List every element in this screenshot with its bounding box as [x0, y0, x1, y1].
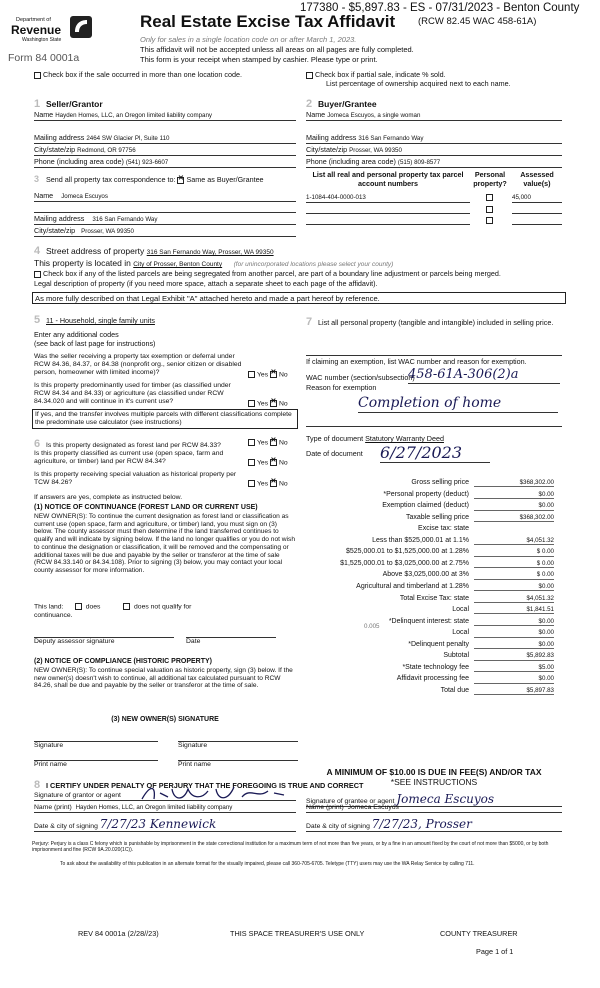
notice-compliance-text: NEW OWNER(S): To continue special valuation as historic property, sign (3) below. If the new owner(s) doesn't wish to continue, all additional tax calculated pursuant to RCW 84.26, shall be due and payable by the seller or transferor at the time of sale.: [34, 667, 293, 690]
timber-question: Is this property predominantly used for timber (as classified under RCW 84.34 and 84.33) or agriculture (as classified under RCW 84.34.020 and will continue in it's current use?: [34, 382, 231, 406]
personal-property-checkbox-2[interactable]: [486, 205, 495, 214]
notice-compliance-title: (2) NOTICE OF COMPLIANCE (HISTORIC PROPERTY): [34, 658, 212, 665]
s6q2-no-checkbox[interactable]: [270, 459, 277, 466]
exemption-reason-line-2[interactable]: [306, 421, 562, 427]
grantor-signature-scribble: [138, 783, 288, 805]
document-type-select[interactable]: Statutory Warranty Deed: [365, 434, 444, 443]
correspondence-address-field[interactable]: Mailing address 316 San Fernando Way: [34, 215, 296, 225]
fee-row: [300, 571, 558, 583]
fee-row: [300, 583, 558, 595]
s6q1-yes-checkbox[interactable]: [248, 439, 255, 446]
s6q1-no-checkbox[interactable]: [270, 439, 277, 446]
seller-name-field[interactable]: Name Hayden Homes, LLC, an Oregon limited liability company: [34, 111, 296, 121]
treasurer-use-label: THIS SPACE TREASURER'S USE ONLY: [230, 929, 365, 938]
fee-label: Total Excise Tax: state: [399, 594, 469, 602]
land-qualify-line: This land: does does not qualify for: [34, 603, 192, 611]
fee-value[interactable]: $5.00: [474, 664, 554, 672]
same-as-buyer-checkbox[interactable]: [177, 177, 184, 184]
personal-property-checkbox-3[interactable]: [486, 216, 495, 225]
s6q2-yes-checkbox[interactable]: [248, 459, 255, 466]
assessed-col-header: Assessed value(s): [520, 170, 554, 188]
seller-address-field[interactable]: Mailing address 2464 SW Glacier Pl, Suite 110: [34, 134, 296, 144]
multi-location-checkbox[interactable]: [34, 72, 41, 79]
segregated-check[interactable]: Check box if any of the listed parcels are being segregated from another parcel, are part of a boundary line adjustment or parcels being merged.: [34, 270, 564, 279]
new-owner-signature-2[interactable]: Signature: [178, 741, 298, 750]
fee-row: [300, 595, 558, 607]
grantee-date-field[interactable]: Date & city of signing 7/27/23, Prosser: [306, 817, 562, 832]
partial-sale-check[interactable]: Check box if partial sale, indicate % sold.: [306, 71, 446, 80]
fee-value[interactable]: $ 0.00: [474, 571, 554, 579]
correspondence-name-field[interactable]: Name Jomeca Escuyos: [34, 192, 296, 202]
q2-no-checkbox[interactable]: [270, 400, 277, 407]
fee-label: Agricultural and timberland at 1.28%: [356, 582, 469, 590]
predominate-use-note: If yes, and the transfer involves multiple parcels with different classifications complete the predominate use calculator (see instructions): [32, 409, 298, 429]
fee-value[interactable]: $4,051.32: [474, 595, 554, 603]
perjury-notice: Perjury: Perjury is a class C felony which is punishable by imprisonment in the state correctional institution for a maximum term of not more than five years, or by a fine in an amount fixed by the court of not more than $5000, or by both imprisonment and fine (RCW 9A.20.020(1C)).: [32, 841, 549, 854]
dor-logo: Department of Revenue Washington State: [8, 14, 94, 50]
fee-value[interactable]: $0.00: [474, 629, 554, 637]
multi-location-check[interactable]: Check box if the sale occurred in more than one location code.: [34, 71, 242, 80]
fee-value[interactable]: $368,302.00: [474, 479, 554, 487]
fee-row: [300, 618, 558, 630]
fee-row: [300, 675, 558, 687]
parcel-number-field-3[interactable]: [306, 216, 470, 225]
correspondence-city-field[interactable]: City/state/zip Prosser, WA 99350: [34, 227, 296, 237]
fee-label: *Personal property (deduct): [383, 490, 469, 498]
street-address-line: 4 Street address of property 316 San Fernando Way, Prosser, WA 99350: [34, 245, 274, 257]
fee-label: Less than $525,000.01 at 1.1%: [372, 536, 469, 544]
recording-stamp: 177380 - $5,897.83 - ES - 07/31/2023 - Benton County: [300, 2, 580, 14]
fee-row: [300, 687, 558, 699]
fee-label: Excise tax: state: [418, 525, 469, 533]
new-owner-signature-title: (3) NEW OWNER(S) SIGNATURE: [111, 716, 219, 723]
new-owner-print-2[interactable]: Print name: [178, 760, 298, 769]
correspondence-blank-line[interactable]: [34, 204, 296, 213]
use-code-line: 5 11 - Household, single family units: [34, 314, 196, 327]
assessed-value-field-3[interactable]: [512, 216, 562, 225]
wac-number-field[interactable]: 458-61A-306(2)a: [408, 367, 560, 384]
fee-value[interactable]: $368,302.00: [474, 514, 554, 522]
seller-city-field[interactable]: City/state/zip Redmond, OR 97756: [34, 146, 296, 156]
certify-heading: 8 I CERTIFY UNDER PENALTY OF PERJURY THAT THE FOREGOING IS TRUE AND CORRECT: [34, 779, 364, 791]
s6q2-answers: Yes ✕ No: [248, 459, 288, 467]
revision-number: REV 84 0001a (2/28//23): [78, 929, 159, 938]
fee-label: Total due: [440, 686, 469, 694]
forest-question: 6 Is this property designated as forest land per RCW 84.33?: [34, 438, 221, 450]
partial-sale-checkbox[interactable]: [306, 72, 313, 79]
personal-property-field[interactable]: [306, 348, 562, 356]
fee-label: *Delinquent interest: state: [388, 617, 469, 625]
assessed-value-field-2[interactable]: [512, 205, 562, 214]
parcel-number-field-2[interactable]: [306, 205, 470, 214]
notice-continuance-title: (1) NOTICE OF CONTINUANCE (FOREST LAND OR CURRENT USE): [34, 504, 258, 511]
fee-value[interactable]: $4,051.32: [474, 537, 554, 545]
fee-value[interactable]: $5,892.83: [474, 652, 554, 660]
buyer-phone-field[interactable]: Phone (including area code) (515) 809-8577: [306, 158, 562, 168]
location-line: This property is located in City of Prosser, Benton County (for unincorporated locations please select your county): [34, 258, 394, 268]
statute-ref: (RCW 82.45 WAC 458-61A): [418, 16, 537, 27]
fee-value[interactable]: $0.00: [474, 502, 554, 510]
fee-row: [300, 629, 558, 641]
minimum-due-notice: A MINIMUM OF $10.00 IS DUE IN FEE(S) AND/OR TAX: [326, 767, 542, 777]
q1-yes-checkbox[interactable]: [248, 371, 255, 378]
fee-row: [300, 664, 558, 676]
fee-value[interactable]: $ 0.00: [474, 548, 554, 556]
fee-row: [300, 652, 558, 664]
fee-label: Local: [452, 629, 469, 637]
fee-label: $1,525,000.01 to $3,025,000.00 at 2.75%: [340, 559, 469, 567]
fee-row: [300, 548, 558, 560]
fee-value[interactable]: $0.00: [474, 618, 554, 626]
page-number: Page 1 of 1: [476, 947, 514, 956]
fee-label: Affidavit processing fee: [396, 675, 469, 683]
fee-row: [300, 479, 558, 491]
q2-yes-checkbox[interactable]: [248, 400, 255, 407]
current-use-question: Is this property classified as current use (open space, farm and agriculture, or timber) land per RCW 84.34?: [34, 450, 224, 466]
q2-answers: Yes ✕ No: [248, 400, 288, 408]
fee-row: [300, 537, 558, 549]
fee-row: [300, 491, 558, 503]
seller-heading: 1 Seller/Grantor: [34, 98, 103, 110]
grantor-date-field[interactable]: Date & city of signing 7/27/23 Kennewick: [34, 817, 296, 832]
buyer-address-field[interactable]: Mailing address 316 San Fernando Way: [306, 134, 562, 144]
fee-value[interactable]: $0.00: [474, 491, 554, 499]
historic-question: Is this property receiving special valuation as historical property per TCW 84.26?: [34, 471, 237, 487]
county-treasurer-label: COUNTY TREASURER: [440, 929, 518, 938]
seller-phone-field[interactable]: Phone (including area code) (541) 923-6607: [34, 158, 296, 168]
fee-row: [300, 525, 558, 537]
fee-label: *Delinquent penalty: [408, 640, 469, 648]
fee-label: Subtotal: [443, 652, 469, 660]
s6q1-answers: Yes ✕ No: [248, 439, 288, 447]
new-owner-signature-1[interactable]: Signature: [34, 741, 158, 750]
buyer-city-field[interactable]: City/state/zip Prosser, WA 99350: [306, 146, 562, 156]
fee-value[interactable]: $1,841.51: [474, 606, 554, 614]
deputy-date-line[interactable]: Date: [186, 637, 276, 646]
fee-value[interactable]: $0.00: [474, 675, 554, 683]
exemption-question: Was the seller receiving a property tax exemption or deferral under RCW 84.36, 84.37, or 84.38 (nonprofit org., senior citizen or disabled person, homeowner with limited income)?: [34, 353, 242, 377]
fee-label: Local: [452, 606, 469, 614]
form-number: Form 84 0001a: [8, 52, 80, 64]
segregated-checkbox[interactable]: [34, 271, 41, 278]
fee-row: [300, 502, 558, 514]
personal-property-line: 7 List all personal property (tangible and intangible) included in selling price.: [306, 316, 554, 328]
q1-no-checkbox[interactable]: [270, 371, 277, 378]
s6q3-yes-checkbox[interactable]: [248, 480, 255, 487]
personal-property-checkbox[interactable]: [486, 193, 495, 202]
document-date-field[interactable]: 6/27/2023: [380, 443, 490, 463]
assessed-value-field[interactable]: 45,000: [512, 193, 562, 203]
fee-label: $525,000.01 to $1,525,000.00 at 1.28%: [346, 548, 469, 556]
page-title: Real Estate Excise Tax Affidavit: [140, 12, 396, 31]
new-owner-print-1[interactable]: Print name: [34, 760, 158, 769]
fee-value[interactable]: $0.00: [474, 641, 554, 649]
fee-row: [300, 514, 558, 526]
dor-logo-icon: [70, 16, 92, 38]
fee-row: [300, 606, 558, 618]
fee-value[interactable]: $ 0.00: [474, 560, 554, 568]
fee-label: Exemption claimed (deduct): [382, 502, 469, 510]
fee-label: Gross selling price: [411, 479, 469, 486]
fee-row: [300, 560, 558, 572]
fee-value[interactable]: $0.00: [474, 583, 554, 591]
does-not-qualify-checkbox[interactable]: [123, 603, 130, 610]
fee-label: Above $3,025,000.00 at 3%: [382, 571, 469, 579]
parcel-col-header: List all real and personal property tax parcel account numbers: [312, 170, 464, 188]
document-type-line: Type of document Statutory Warranty Deed: [306, 434, 444, 443]
grantor-name-field[interactable]: Name (print) Hayden Homes, LLC, an Oregon limited liability company: [34, 804, 296, 813]
notice-continuance-text: NEW OWNER(S): To continue the current designation as forest land or classification as current use (open space, farm and agriculture, or timber) land, you must sign on (3) below. The county assessor must then determine if the land transferred continues to qualify and will indicate by signing below. If the land no longer qualifies or you do not wish to continue the designation or classification, it will be removed and the compensating or additional taxes will be due and payable by the seller or transferor at the time of sale (RCW 84.33.140 or 84.34.108). Prior to signing (3) below, you may contact your local county assessor for more information.: [34, 513, 295, 574]
grantor-signature-field[interactable]: Signature of grantor or agent: [34, 792, 296, 801]
grantee-name-field[interactable]: Name (print) Jomeca Escuyos: [306, 804, 562, 813]
legal-description-field[interactable]: As more fully described on that Legal Exhibit "A" attached hereto and made a part hereof by reference.: [32, 292, 566, 304]
personal-prop-col-header: Personal property?: [473, 170, 507, 188]
fee-value[interactable]: $5,897.83: [474, 687, 554, 695]
accessibility-notice: To ask about the availability of this publication in an alternate format for the visually impaired, please call 360-705-6705. Teletype (TTY) users may use the WA Relay Service by calling 711.: [60, 861, 475, 867]
location-select[interactable]: City of Prosser, Benton County: [133, 261, 223, 268]
buyer-heading: 2 Buyer/Grantee: [306, 98, 377, 110]
exemption-reason-field[interactable]: Completion of home: [358, 395, 558, 413]
use-code-select[interactable]: 11 - Household, single family units: [46, 316, 155, 325]
q1-answers: Yes ✕ No: [248, 371, 288, 379]
fee-label: *State technology fee: [402, 663, 469, 671]
fee-row: [300, 641, 558, 653]
grantee-signature-field[interactable]: Signature of grantee or agent Jomeca Escuyos: [306, 792, 562, 807]
s6q3-no-checkbox[interactable]: [270, 480, 277, 487]
deputy-signature-line[interactable]: Deputy assessor signature: [34, 637, 174, 646]
s6q3-answers: Yes ✕ No: [248, 480, 288, 488]
exemption-label: If claiming an exemption, list WAC number and reason for exemption.: [306, 357, 527, 366]
correspondence-line: 3 Send all property tax correspondence to: ✕ Same as Buyer/Grantee: [34, 174, 264, 185]
parcel-number-field[interactable]: 1-1084-404-0000-013: [306, 193, 470, 203]
does-qualify-checkbox[interactable]: [75, 603, 82, 610]
fee-label: Taxable selling price: [405, 513, 469, 521]
local-rate-field[interactable]: 0.005: [364, 623, 380, 630]
buyer-name-field[interactable]: Name Jomeca Escuyos, a single woman: [306, 111, 562, 121]
